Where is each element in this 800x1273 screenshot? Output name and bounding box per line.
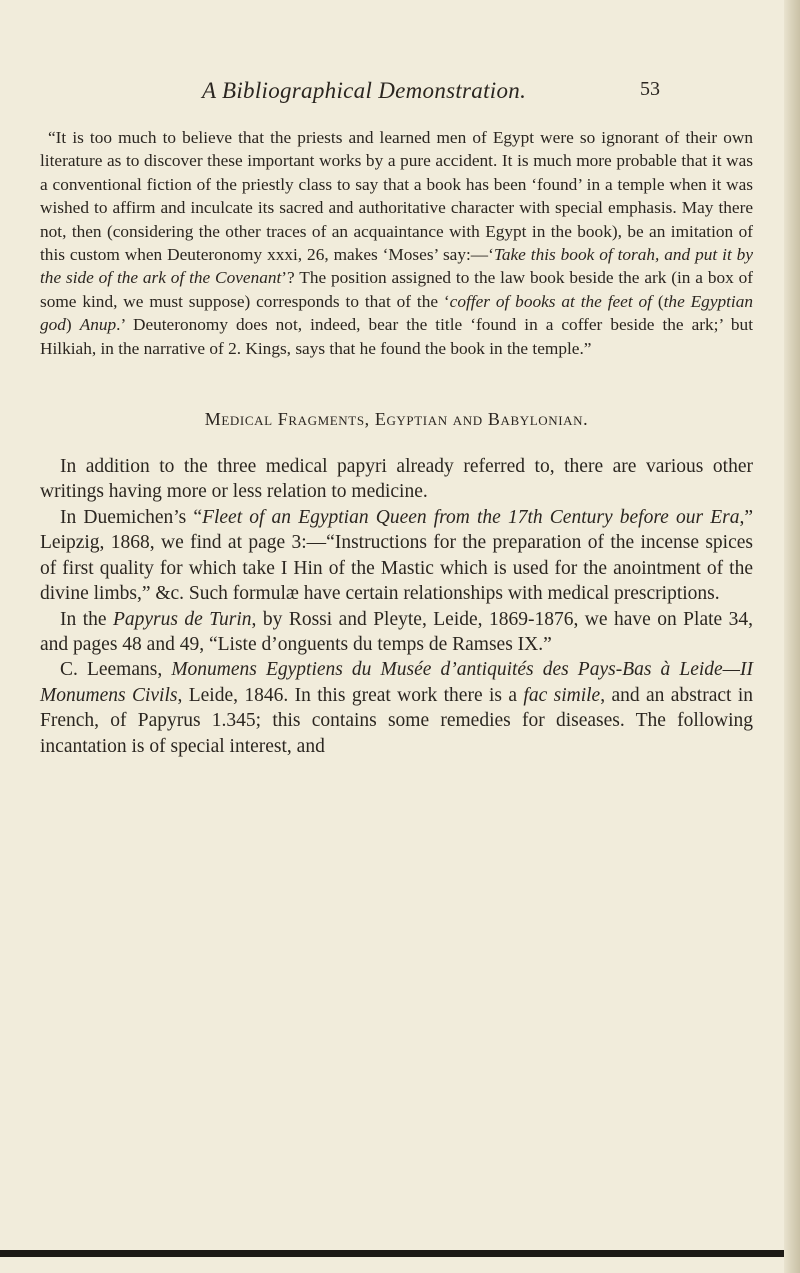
paragraph-papyrus-turin: In the Papyrus de Turin, by Rossi and Pleyte, Leide, 1869-1876, we have on Plate 34, and pages 48 and 49, “Liste d’onguents du temps de Ramses IX.” xyxy=(40,608,753,655)
paragraph-duemichen: In Duemichen’s “Fleet of an Egyptian Queen from the 17th Century before our Era,” Leipzig, 1868, we find at page 3:—“Instructions for the preparation of the incense spices of first quality for which take I Hin of the Mastic which is used for the anointment of the divine limbs,” &c. Such formulæ have certain relationships with medical prescriptions. xyxy=(40,506,753,605)
paragraph-leemans: C. Leemans, Monumens Egyptiens du Musée d’antiquités des Pays-Bas à Leide—II Monumens Civils, Leide, 1846. In this great work there is a fac simile, and an abstract in French, of Papyrus 1.345; this contains some remedies for diseases. The following incantation is of special interest, and xyxy=(40,659,754,757)
page-edge xyxy=(784,0,800,1273)
quote-paragraph xyxy=(40,126,753,360)
running-title: A Bibliographical Demonstration. xyxy=(202,78,527,103)
text-block xyxy=(40,126,753,759)
paragraph-medical-papyri: In addition to the three medical papyri already referred to, there are various other writings having more or less relation to medicine. xyxy=(40,456,753,503)
body-text xyxy=(40,454,753,759)
section-heading: Medical Fragments, Egyptian and Babylonian. xyxy=(204,409,589,430)
page-number: 53 xyxy=(640,78,660,100)
page-header xyxy=(0,78,800,108)
bottom-bar xyxy=(0,1250,784,1257)
quote-text: “It is too much to believe that the priests and learned men of Egypt were so ignorant of their own literature as to discover these important works by a pure accident. It is much more probable that it was a conventional fiction of the priestly class to say that a book has been ‘found’ in a temple when it was wished to affirm and inculcate its sacred and authoritative character with special emphasis. May there not, then (considering the other traces of an acquaintance with Egypt in the book), be an imitation of this custom when Deuteronomy xxxi, 26, makes ‘Moses’ say:—‘Take this book of torah, and put it by the side of the ark of the Covenant’? The position assigned to the law book beside the ark (in a box of some kind, we must suppose) corresponds to that of the ‘coffer of books at the feet of (the Egyptian god) Anup.’ Deuteronomy does not, indeed, bear the title ‘found in a coffer beside the ark;’ but Hilkiah, in the narrative of 2. Kings, says that he found the book in the temple.” xyxy=(40,128,754,358)
